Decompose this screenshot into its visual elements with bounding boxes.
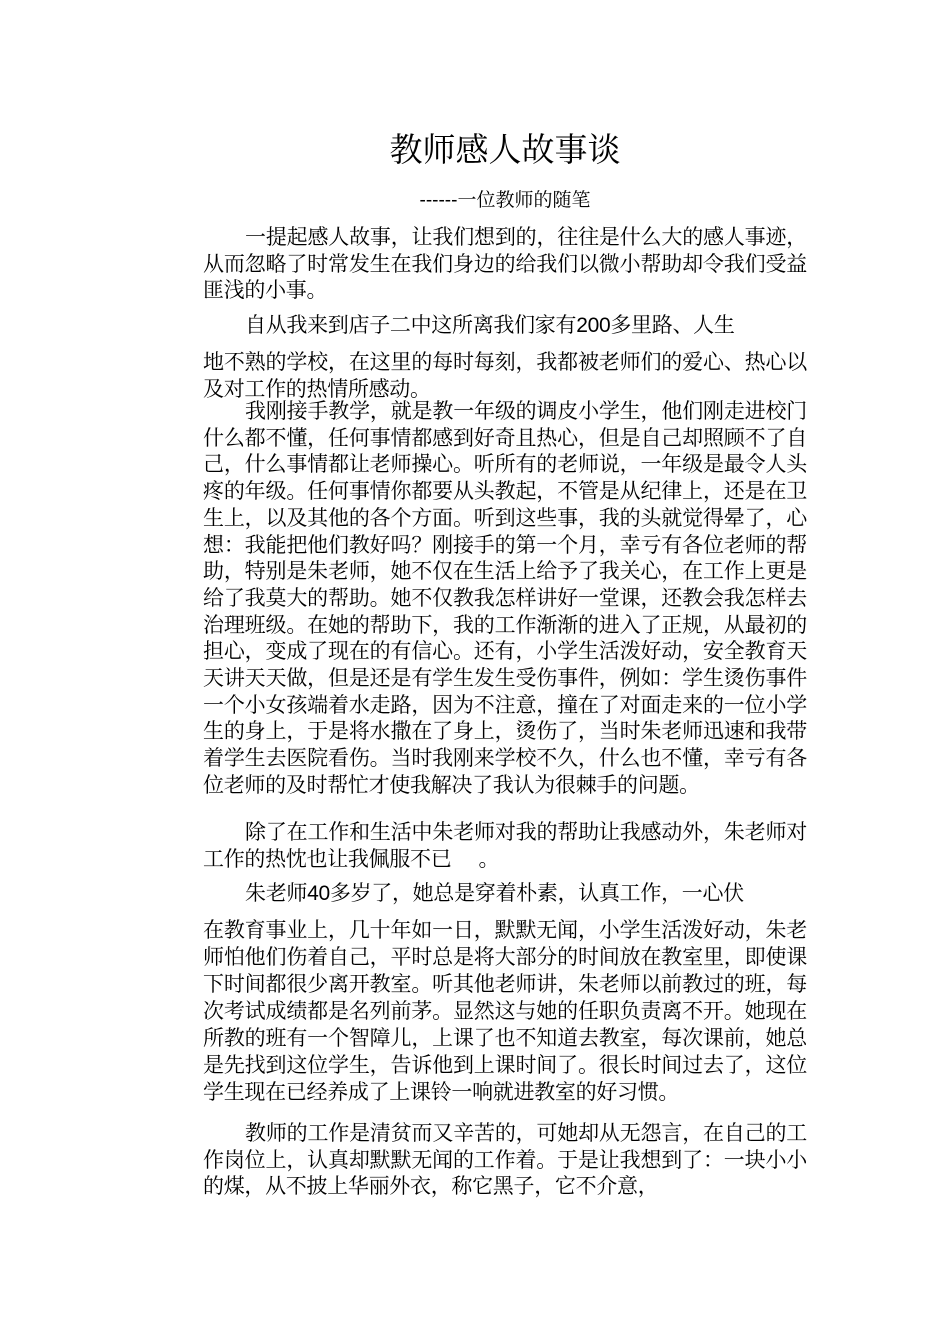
paragraph-2-number: 200 <box>576 314 611 337</box>
paragraph-6: 教师的工作是清贫而又辛苦的，可她却从无怨言，在自己的工作岗位上，认真却默默无闻的工作着。于是让我想到了：一块小小的煤，从不披上华丽外衣，称它黑子，它不介意， <box>203 1121 807 1199</box>
paragraph-2-gap <box>203 339 807 349</box>
paragraph-5-number: 40 <box>307 882 330 905</box>
document-title: 教师感人故事谈 <box>389 130 621 169</box>
paragraph-2-mid: 多里路、人生 <box>610 313 735 337</box>
document-subtitle <box>203 186 807 215</box>
paragraph-5-mid: 多岁了，她总是穿着朴素，认真工作，一心伏 <box>329 881 744 905</box>
paragraph-2-start: 自从我来到店子二中这所离我们家有 <box>245 313 577 337</box>
paragraph-5-start: 朱老师 <box>245 881 308 905</box>
paragraph-1: 一提起感人故事，让我们想到的，往往是什么大的感人事迹，从而忽略了时常发生在我们身边的给我们以微小帮助却令我们受益匪浅的小事。 <box>203 225 807 303</box>
paragraph-2 <box>203 312 807 403</box>
paragraph-5-end: 在教育事业上，几十年如一日，默默无闻，小学生活泼好动，朱老师怕他们伤着自己，平时总是将大部分的时间放在教室里，即使课下时间都很少离开教室。听其他老师讲，朱老师以前教过的班，每次考试成绩都是名列前茅。显然这与她的任职负责离不开。她现在所教的班有一个智障儿，上课了也不知道去教室，每次课前，她总是先找到这位学生，告诉他到上课时间了。很长时间过去了，这位学生现在已经养成了上课铃一响就进教室的好习惯。 <box>203 918 807 1104</box>
subtitle-text: 一位教师的随笔 <box>457 189 591 211</box>
subtitle-dashes: ------ <box>419 190 458 211</box>
paragraph-5 <box>203 880 807 1106</box>
paragraph-2-end: 地不熟的学校，在这里的每时每刻，我都被老师们的爱心、热心以及对工作的热情所感动。 <box>203 350 807 401</box>
paragraph-5-gap <box>203 907 807 917</box>
paragraph-4: 除了在工作和生活中朱老师对我的帮助让我感动外，朱老师对工作的热忱也让我佩服不已 。 <box>203 820 807 871</box>
paragraph-3: 我刚接手教学，就是教一年级的调皮小学生，他们刚走进校门什么都不懂，任何事情都感到好奇且热心，但是自己却照顾不了自己，什么事情都让老师操心。听所有的老师说，一年级是最令人头疼的年级。任何事情你都要从头教起，不管是从纪律上，还是在卫生上，以及其他的各个方面。听到这些事，我的头就觉得晕了，心想：我能把他们教好吗？刚接手的第一个月，幸亏有各位老师的帮助，特别是朱老师，她不仅在生活上给予了我关心，在工作上更是给了我莫大的帮助。她不仅教我怎样讲好一堂课，还教会我怎样去治理班级。在她的帮助下，我的工作渐渐的进入了正规，从最初的担心，变成了现在的有信心。还有，小学生活泼好动，安全教育天天讲天天做，但是还是有学生发生受伤事件，例如：学生烫伤事件一个小女孩端着水走路，因为不注意，撞在了对面走来的一位小学生的身上，于是将水撒在了身上，烫伤了，当时朱老师迅速和我带着学生去医院看伤。当时我刚来学校不久，什么也不懂，幸亏有各位老师的及时帮忙才使我解决了我认为很棘手的问题。 <box>203 399 807 797</box>
